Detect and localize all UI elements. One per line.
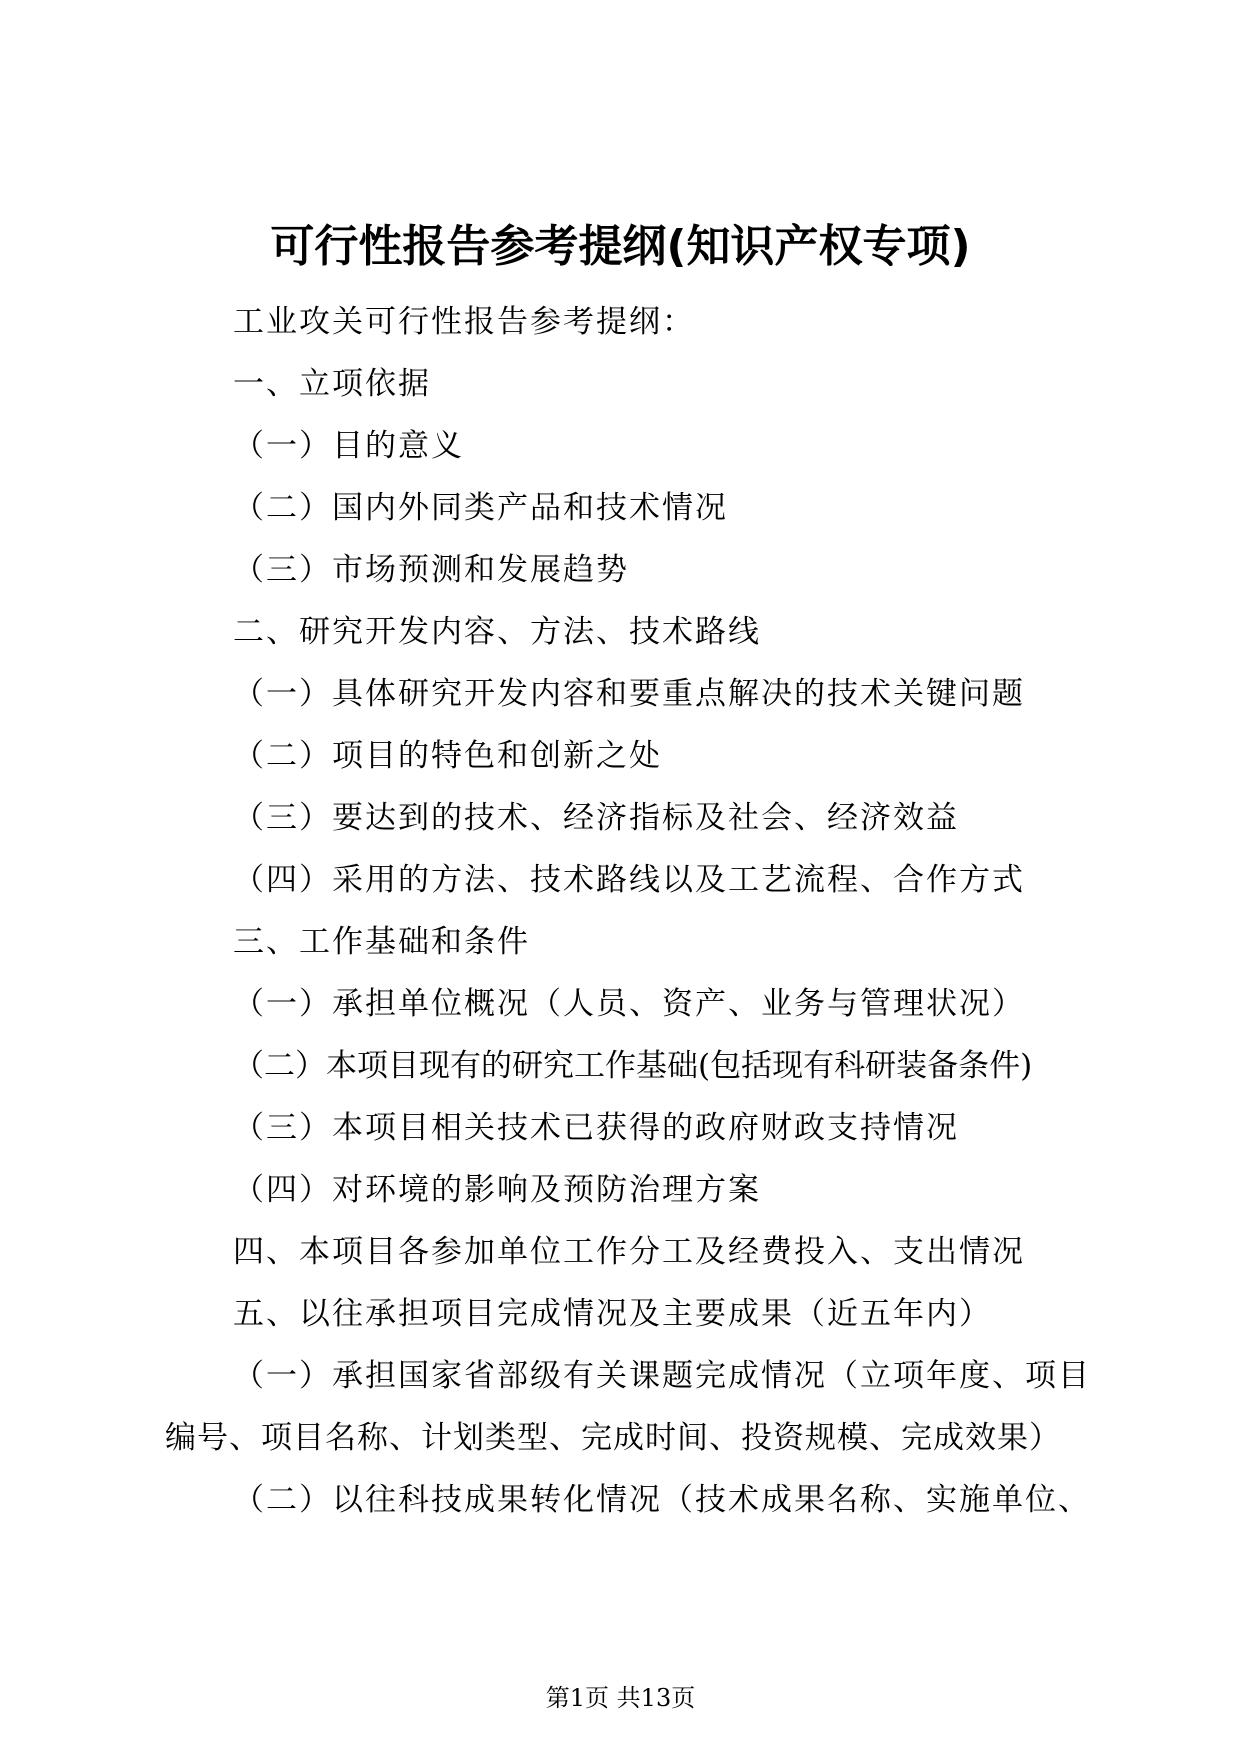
section-3-item-4: （四）对环境的影响及预防治理方案 — [233, 1172, 761, 1208]
section-2-item-2: （二）项目的特色和创新之处 — [233, 738, 662, 774]
section-3-heading: 三、工作基础和条件 — [233, 924, 530, 960]
section-1-heading: 一、立项依据 — [233, 366, 431, 402]
section-1-item-3: （三）市场预测和发展趋势 — [233, 552, 629, 588]
section-3-item-2: （二）本项目现有的研究工作基础(包括现有科研装备条件) — [233, 1048, 1033, 1084]
intro-line: 工业攻关可行性报告参考提纲： — [233, 304, 695, 340]
section-5-item-1: （一）承担国家省部级有关课题完成情况（立项年度、项目 — [233, 1358, 1091, 1394]
section-3-item-1: （一）承担单位概况（人员、资产、业务与管理状况） — [233, 986, 1025, 1022]
section-2-item-3: （三）要达到的技术、经济指标及社会、经济效益 — [233, 800, 959, 836]
section-2-item-1: （一）具体研究开发内容和要重点解决的技术关键问题 — [233, 676, 1025, 712]
section-5-item-2: （二）以往科技成果转化情况（技术成果名称、实施单位、 — [233, 1482, 1091, 1518]
section-5-item-1-continuation: 编号、项目名称、计划类型、完成时间、投资规模、完成效果） — [165, 1420, 1061, 1456]
section-4-heading: 四、本项目各参加单位工作分工及经费投入、支出情况 — [233, 1234, 1025, 1270]
section-1-item-2: （二）国内外同类产品和技术情况 — [233, 490, 728, 526]
section-3-item-3: （三）本项目相关技术已获得的政府财政支持情况 — [233, 1110, 959, 1146]
section-2-item-4: （四）采用的方法、技术路线以及工艺流程、合作方式 — [233, 862, 1025, 898]
page-footer: 第1页 共13页 — [545, 1684, 696, 1712]
document-title: 可行性报告参考提纲(知识产权专项) — [270, 221, 971, 272]
section-1-item-1: （一）目的意义 — [233, 428, 464, 464]
section-5-heading: 五、以往承担项目完成情况及主要成果（近五年内） — [233, 1296, 992, 1332]
section-2-heading: 二、研究开发内容、方法、技术路线 — [233, 614, 761, 650]
